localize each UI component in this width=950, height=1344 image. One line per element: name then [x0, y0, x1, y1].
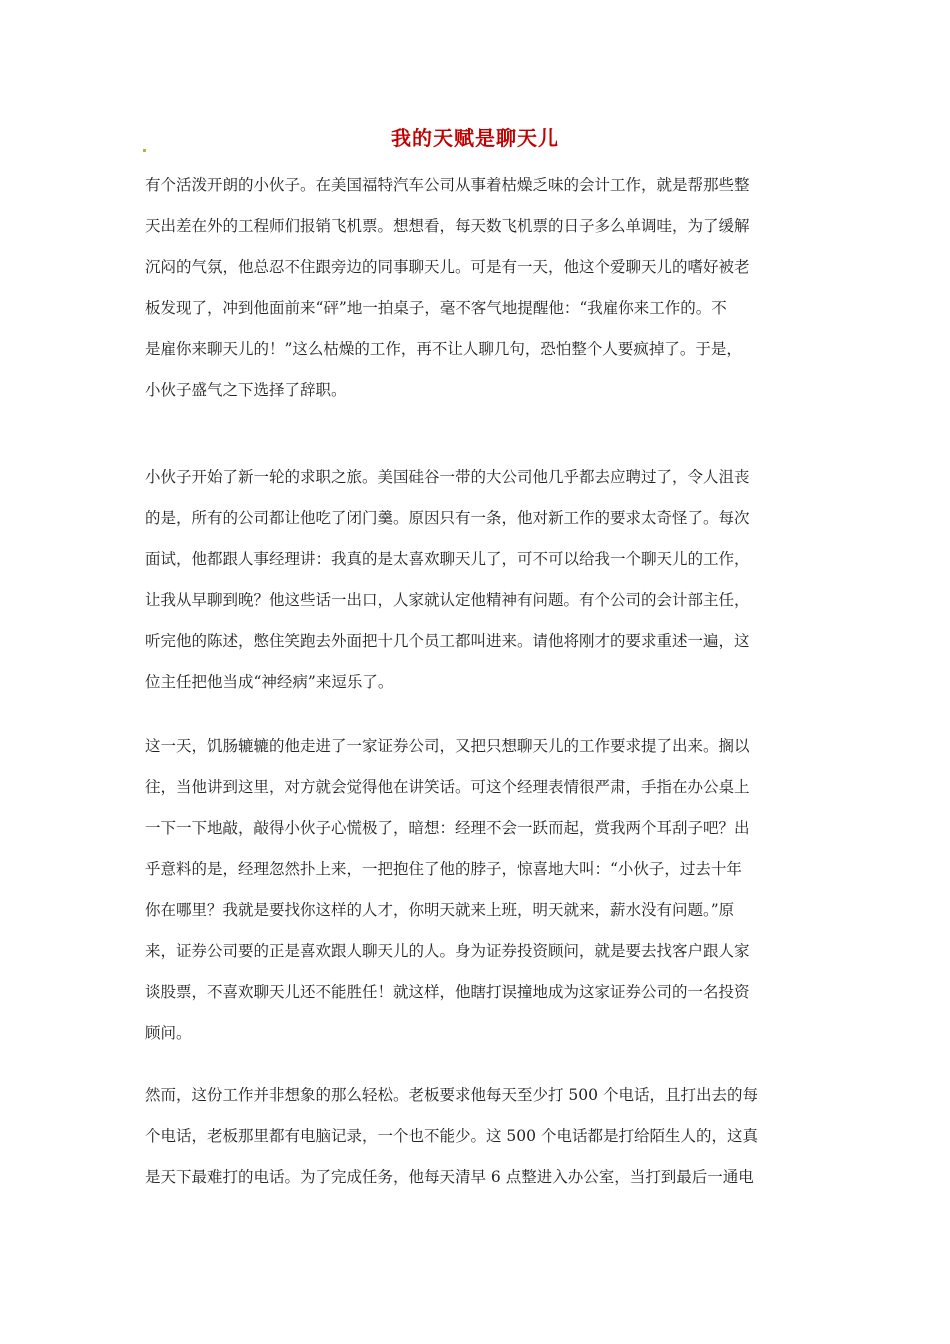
text-line: 位主任把他当成“神经病”来逗乐了。 [145, 673, 394, 691]
paragraph-4 [145, 1075, 810, 1198]
text-line: 有个活泼开朗的小伙子。在美国福特汽车公司从事着枯燥乏味的会计工作，就是帮那些整 [145, 176, 750, 194]
text-line: 是雇你来聊天儿的！”这么枯燥的工作，再不让人聊几句，恐怕整个人要疯掉了。于是， [145, 340, 742, 358]
text-line: 然而，这份工作并非想象的那么轻松。老板要求他每天至少打 500 个电话，且打出去的每 [145, 1086, 758, 1104]
paragraph-1 [145, 165, 810, 411]
text-line: 让我从早聊到晚？他这些话一出口，人家就认定他精神有问题。有个公司的会计部主任， [145, 591, 750, 609]
paragraph-3 [145, 726, 810, 1054]
page-title: 我的天赋是聊天儿 [391, 126, 559, 150]
text-line: 谈股票，不喜欢聊天儿还不能胜任！就这样，他瞎打误撞地成为这家证券公司的一名投资 [145, 983, 750, 1001]
text-line: 这一天，饥肠辘辘的他走进了一家证券公司，又把只想聊天儿的工作要求提了出来。搁以 [145, 737, 750, 755]
text-line: 小伙子盛气之下选择了辞职。 [145, 381, 347, 399]
text-line: 一下一下地敲，敲得小伙子心慌极了，暗想：经理不会一跃而起，赏我两个耳刮子吧？出 [145, 819, 750, 837]
text-line: 面试，他都跟人事经理讲：我真的是太喜欢聊天儿了，可不可以给我一个聊天儿的工作， [145, 550, 750, 568]
text-line: 个电话，老板那里都有电脑记录，一个也不能少。这 500 个电话都是打给陌生人的，这真 [145, 1127, 758, 1145]
text-line: 往，当他讲到这里，对方就会觉得他在讲笑话。可这个经理表情很严肃，手指在办公桌上 [145, 778, 750, 796]
text-line: 听完他的陈述，憋住笑跑去外面把十几个员工都叫进来。请他将刚才的要求重述一遍，这 [145, 632, 750, 650]
text-line: 板发现了，冲到他面前来“砰”地一拍桌子，毫不客气地提醒他：“我雇你来工作的。不 [145, 299, 727, 317]
text-line: 小伙子开始了新一轮的求职之旅。美国硅谷一带的大公司他几乎都去应聘过了，令人沮丧 [145, 468, 750, 486]
text-line: 乎意料的是，经理忽然扑上来，一把抱住了他的脖子，惊喜地大叫：“小伙子，过去十年 [145, 860, 742, 878]
text-line: 是天下最难打的电话。为了完成任务，他每天清早 6 点整进入办公室，当打到最后一通电 [145, 1168, 754, 1186]
text-line: 你在哪里？我就是要找你这样的人才，你明天就来上班，明天就来，薪水没有问题。”原 [145, 901, 735, 919]
text-line: 来，证券公司要的正是喜欢跟人聊天儿的人。身为证券投资顾问，就是要去找客户跟人家 [145, 942, 750, 960]
paragraph-2 [145, 457, 810, 703]
text-line: 顾问。 [145, 1024, 192, 1042]
text-line: 的是，所有的公司都让他吃了闭门羹。原因只有一条，他对新工作的要求太奇怪了。每次 [145, 509, 750, 527]
text-line: 沉闷的气氛，他总忍不住跟旁边的同事聊天儿。可是有一天，他这个爱聊天儿的嗜好被老 [145, 258, 750, 276]
text-line: 天出差在外的工程师们报销飞机票。想想看，每天数飞机票的日子多么单调哇，为了缓解 [145, 217, 750, 235]
